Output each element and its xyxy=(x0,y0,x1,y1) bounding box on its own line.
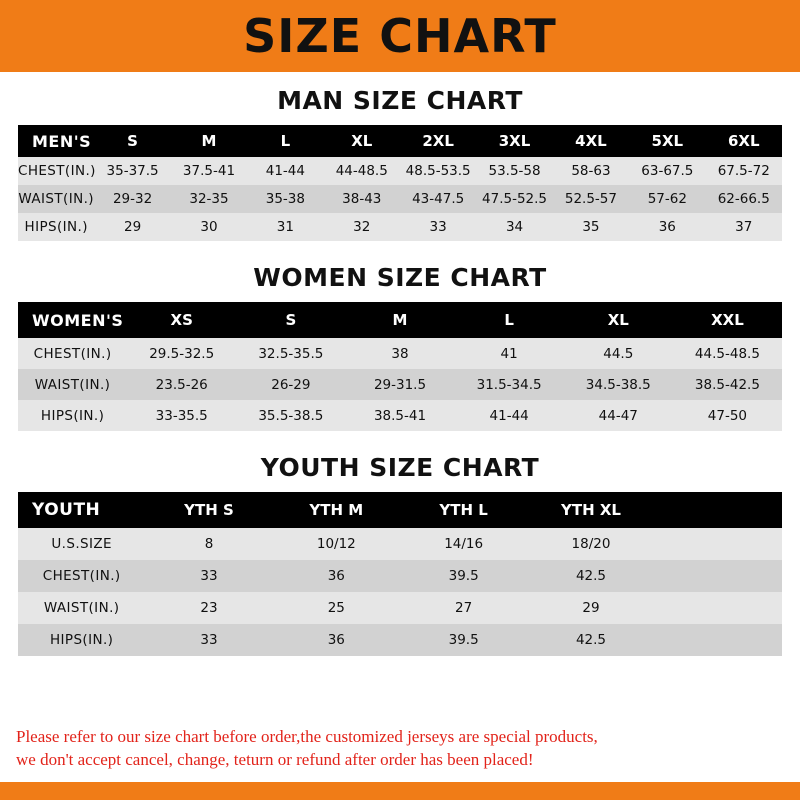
women-row-1-cell-2: 29-31.5 xyxy=(373,376,427,393)
youth-row-3-label: HIPS(IN.) xyxy=(49,632,114,648)
men-row-0-cell-8: 67.5-72 xyxy=(717,163,770,179)
women-row-1-label: WAIST(IN.) xyxy=(34,376,111,393)
women-table-head xyxy=(18,302,782,338)
youth-row-3-cell-0: 33 xyxy=(200,632,218,648)
footer-bar xyxy=(0,782,800,800)
disclaimer-line-2: we don't accept cancel, change, teturn or refund after order has been placed! xyxy=(16,750,534,770)
youth-row-0-cell-0: 8 xyxy=(204,536,214,552)
men-row-0-cell-5: 53.5-58 xyxy=(488,163,541,179)
disclaimer-line-1: Please refer to our size chart before order,the customized jerseys are special products, xyxy=(16,727,598,747)
youth-table-body xyxy=(18,528,782,656)
table-row xyxy=(18,400,782,431)
youth-row-2-cell-1: 25 xyxy=(327,600,345,616)
women-header-cell-3: M xyxy=(392,311,408,329)
men-header-cell-9: 6XL xyxy=(727,132,760,150)
men-size-table xyxy=(18,125,782,241)
men-row-0-cell-2: 41-44 xyxy=(265,163,305,179)
youth-row-2-spacer xyxy=(655,592,782,624)
youth-row-3-cell-3: 42.5 xyxy=(575,632,606,648)
youth-header-spacer xyxy=(655,492,782,528)
men-header-cell-2: M xyxy=(201,132,217,150)
women-row-2-cell-3: 41-44 xyxy=(489,407,529,424)
men-row-1-cell-2: 35-38 xyxy=(265,191,305,207)
youth-row-0-cell-1: 10/12 xyxy=(316,536,356,552)
men-row-1-cell-0: 29-32 xyxy=(112,191,153,207)
women-section-title: WOMEN SIZE CHART xyxy=(253,263,547,292)
men-row-0-cell-4: 48.5-53.5 xyxy=(405,163,471,179)
men-table-body xyxy=(18,157,782,241)
men-row-0-cell-0: 35-37.5 xyxy=(106,163,159,179)
youth-row-1-cell-1: 36 xyxy=(327,568,345,584)
men-row-2-cell-8: 37 xyxy=(735,219,753,235)
women-row-0-cell-3: 41 xyxy=(500,345,518,362)
youth-header-cell-2: YTH M xyxy=(309,501,364,519)
men-row-2-cell-0: 29 xyxy=(123,219,142,235)
youth-row-3-cell-1: 36 xyxy=(327,632,345,648)
header-banner xyxy=(0,0,800,72)
women-header-cell-6: XXL xyxy=(711,311,744,329)
women-row-0-label: CHEST(IN.) xyxy=(33,345,112,362)
men-row-1-cell-7: 57-62 xyxy=(647,191,687,207)
youth-row-0-cell-2: 14/16 xyxy=(444,536,484,552)
women-row-2-cell-2: 38.5-41 xyxy=(373,407,427,424)
men-row-1-cell-6: 52.5-57 xyxy=(564,191,617,207)
page-title: SIZE CHART xyxy=(243,9,557,63)
men-table-head xyxy=(18,125,782,157)
table-row xyxy=(18,338,782,369)
youth-section-title: YOUTH SIZE CHART xyxy=(260,453,540,482)
youth-row-3-spacer xyxy=(655,624,782,656)
men-header-cell-5: 2XL xyxy=(422,132,454,150)
chart-content xyxy=(0,72,800,714)
table-row xyxy=(18,213,782,241)
men-row-0-label: CHEST(IN.) xyxy=(18,163,96,179)
men-row-1-cell-8: 62-66.5 xyxy=(717,191,770,207)
youth-row-3-cell-2: 39.5 xyxy=(448,632,479,648)
women-row-1-cell-5: 38.5-42.5 xyxy=(694,376,760,393)
women-row-2-cell-1: 35.5-38.5 xyxy=(258,407,324,424)
men-header-row xyxy=(18,125,782,157)
men-row-2-cell-5: 34 xyxy=(505,219,524,235)
men-row-1-cell-1: 32-35 xyxy=(189,191,229,207)
women-header-cell-4: L xyxy=(504,311,514,329)
youth-row-0-cell-3: 18/20 xyxy=(571,536,611,552)
youth-row-1-cell-0: 33 xyxy=(200,568,218,584)
table-row xyxy=(18,157,782,185)
men-row-0-cell-1: 37.5-41 xyxy=(182,163,236,179)
men-row-2-cell-2: 31 xyxy=(276,219,294,235)
women-row-0-cell-4: 44.5 xyxy=(603,345,634,362)
youth-row-1-spacer xyxy=(655,560,782,592)
youth-row-1-label: CHEST(IN.) xyxy=(42,568,121,584)
women-row-1-cell-1: 26-29 xyxy=(271,376,311,393)
men-row-2-cell-6: 35 xyxy=(582,219,600,235)
men-row-1-cell-3: 38-43 xyxy=(342,191,382,207)
table-row xyxy=(18,592,782,624)
youth-row-2-cell-3: 29 xyxy=(582,600,600,616)
men-row-0-cell-6: 58-63 xyxy=(571,163,611,179)
disclaimer-note xyxy=(0,714,800,782)
men-header-cell-7: 4XL xyxy=(575,132,607,150)
women-row-2-cell-5: 47-50 xyxy=(707,407,748,424)
women-row-2-cell-0: 33-35.5 xyxy=(155,407,208,424)
table-row xyxy=(18,185,782,213)
men-row-2-cell-4: 33 xyxy=(429,219,447,235)
youth-row-0-spacer xyxy=(655,528,782,560)
women-size-table xyxy=(18,302,782,431)
women-row-1-cell-4: 34.5-38.5 xyxy=(585,376,651,393)
men-row-0-cell-7: 63-67.5 xyxy=(641,163,694,179)
women-row-2-label: HIPS(IN.) xyxy=(40,407,105,424)
men-row-2-cell-3: 32 xyxy=(353,219,371,235)
women-row-1-cell-0: 23.5-26 xyxy=(155,376,208,393)
women-table-body xyxy=(18,338,782,431)
women-header-row xyxy=(18,302,782,338)
youth-header-row xyxy=(18,492,782,528)
youth-row-1-cell-2: 39.5 xyxy=(448,568,479,584)
men-header-cell-4: XL xyxy=(351,132,373,150)
men-row-1-cell-5: 47.5-52.5 xyxy=(482,191,548,207)
youth-row-2-label: WAIST(IN.) xyxy=(43,600,120,616)
table-row xyxy=(18,528,782,560)
man-section-title: MAN SIZE CHART xyxy=(277,86,523,115)
youth-row-2-cell-0: 23 xyxy=(200,600,218,616)
women-row-0-cell-2: 38 xyxy=(391,345,409,362)
men-row-1-label: WAIST(IN.) xyxy=(18,191,94,207)
men-row-2-label: HIPS(IN.) xyxy=(24,219,88,235)
women-header-cell-2: S xyxy=(285,311,297,329)
youth-size-table xyxy=(18,492,782,656)
men-row-2-cell-1: 30 xyxy=(200,219,218,235)
men-row-2-cell-7: 36 xyxy=(658,219,676,235)
men-row-0-cell-3: 44-48.5 xyxy=(335,163,388,179)
youth-table-head xyxy=(18,492,782,528)
men-header-cell-1: S xyxy=(127,132,138,150)
youth-row-1-cell-3: 42.5 xyxy=(575,568,606,584)
men-header-cell-3: L xyxy=(280,132,291,150)
women-row-0-cell-1: 32.5-35.5 xyxy=(258,345,324,362)
youth-header-cell-3: YTH L xyxy=(439,501,488,519)
men-header-cell-0: MEN'S xyxy=(32,131,92,151)
women-header-cell-5: XL xyxy=(607,311,629,329)
men-header-cell-6: 3XL xyxy=(498,132,531,150)
men-row-1-cell-4: 43-47.5 xyxy=(412,191,465,207)
table-row xyxy=(18,624,782,656)
women-row-0-cell-5: 44.5-48.5 xyxy=(694,345,760,362)
youth-header-cell-1: YTH S xyxy=(184,501,234,519)
table-row xyxy=(18,369,782,400)
youth-row-2-cell-2: 27 xyxy=(455,600,473,616)
women-header-cell-1: XS xyxy=(170,311,193,329)
women-header-cell-0: WOMEN'S xyxy=(32,310,124,330)
table-row xyxy=(18,560,782,592)
youth-header-cell-4: YTH XL xyxy=(560,501,621,519)
women-row-2-cell-4: 44-47 xyxy=(598,407,638,424)
women-row-0-cell-0: 29.5-32.5 xyxy=(149,345,215,362)
youth-row-0-label: U.S.SIZE xyxy=(51,536,112,552)
women-row-1-cell-3: 31.5-34.5 xyxy=(476,376,542,393)
youth-header-cell-0: YOUTH xyxy=(32,500,101,520)
men-header-cell-8: 5XL xyxy=(651,132,684,150)
